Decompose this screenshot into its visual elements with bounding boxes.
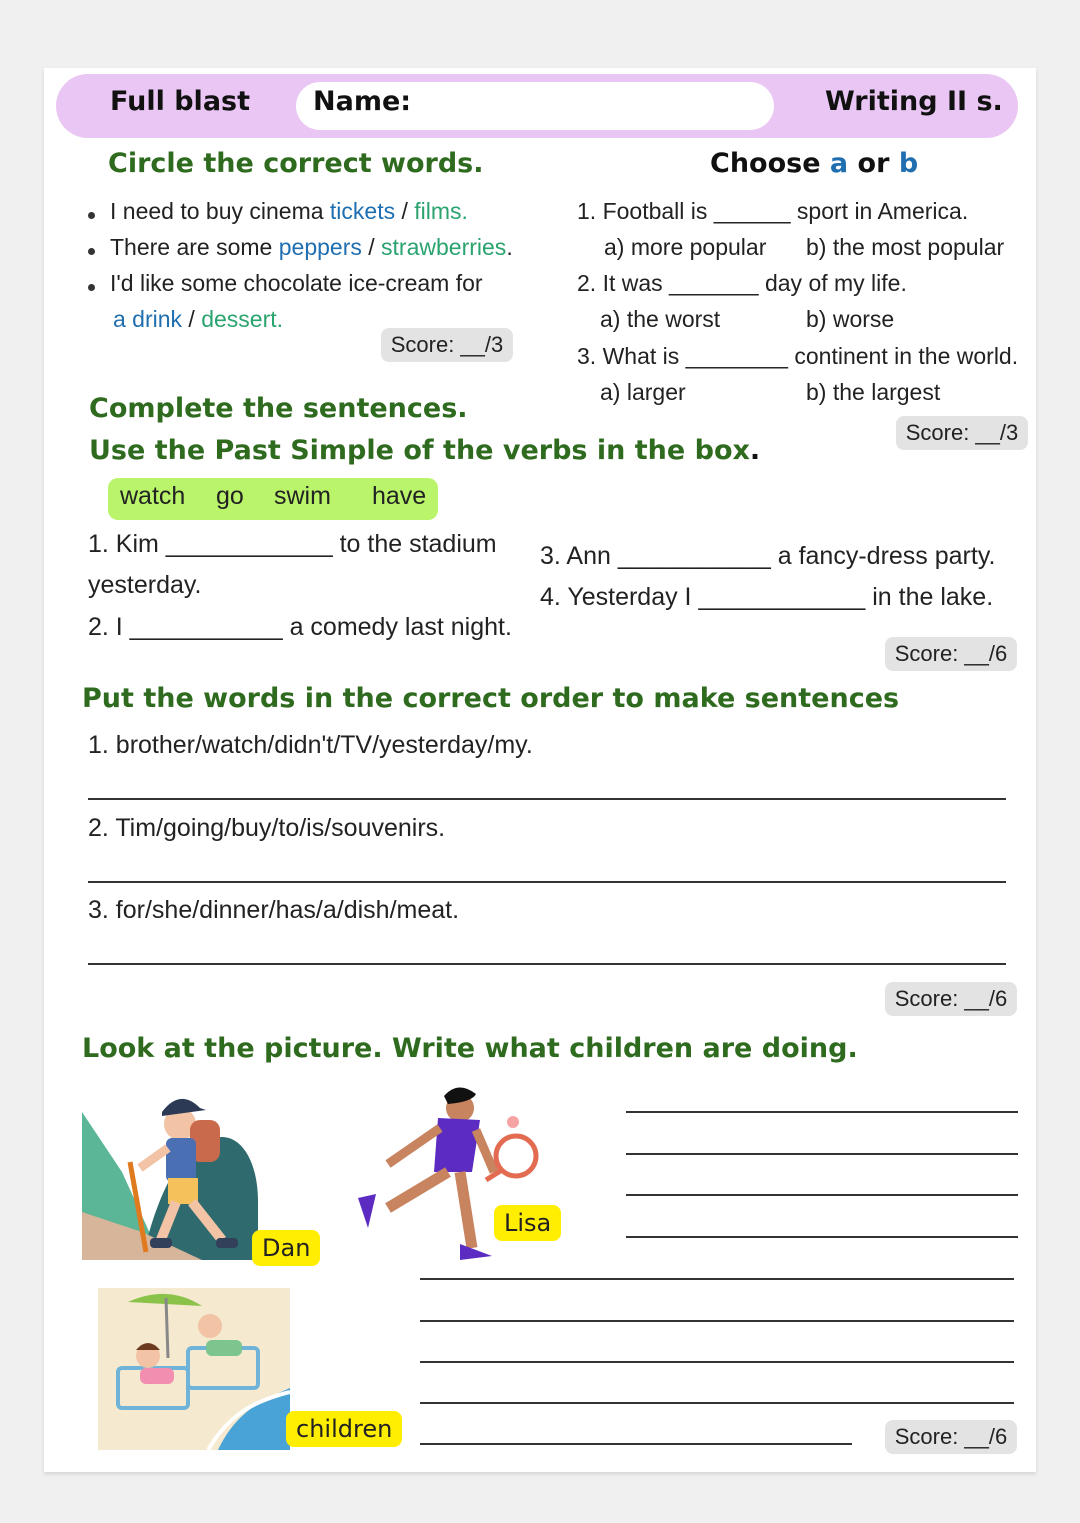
verb-go: go: [216, 482, 244, 510]
choose-q2: 2. It was _______ day of my life.: [577, 270, 907, 296]
hiker-illustration: [82, 1082, 262, 1262]
score-complete: Score: __/6: [885, 637, 1017, 671]
complete-title-2: Use the Past Simple of the verbs in the box.: [89, 435, 761, 466]
circle-item-1: I need to buy cinema tickets / films.: [110, 198, 468, 224]
header-left: Full blast: [110, 86, 251, 117]
header-right: Writing II s.: [825, 86, 1003, 117]
complete-title-1: Complete the sentences.: [89, 393, 468, 424]
choose-q3a: a) larger: [600, 379, 686, 405]
complete-s4: 4. Yesterday I ____________ in the lake.: [540, 583, 994, 611]
choose-q3b: b) the largest: [806, 379, 941, 405]
answer-line[interactable]: [420, 1443, 852, 1445]
answer-line[interactable]: [420, 1278, 1014, 1280]
circle-item-3-cont: a drink / dessert.: [113, 306, 284, 332]
choose-q2a: a) the worst: [600, 306, 721, 332]
beach-illustration: [98, 1288, 290, 1450]
order-item-3: 3. for/she/dinner/has/a/dish/meat.: [88, 896, 460, 924]
verb-swim: swim: [274, 482, 331, 510]
circle-item-2: There are some peppers / strawberries.: [110, 234, 513, 260]
bullet: [88, 284, 95, 291]
order-title: Put the words in the correct order to make sentences: [82, 683, 900, 714]
answer-line[interactable]: [626, 1111, 1018, 1113]
score-order: Score: __/6: [885, 982, 1017, 1016]
picture-title: Look at the picture. Write what children are doing.: [82, 1033, 858, 1064]
answer-line[interactable]: [88, 881, 1006, 883]
complete-s3: 3. Ann ___________ a fancy-dress party.: [540, 542, 996, 570]
order-item-2: 2. Tim/going/buy/to/is/souvenirs.: [88, 814, 446, 842]
verb-watch: watch: [120, 482, 186, 510]
label-lisa: Lisa: [494, 1205, 561, 1241]
choose-title: Choose a or b: [710, 148, 919, 179]
label-dan: Dan: [252, 1230, 320, 1266]
answer-line[interactable]: [626, 1236, 1018, 1238]
answer-line[interactable]: [88, 798, 1006, 800]
answer-line[interactable]: [420, 1320, 1014, 1322]
answer-line[interactable]: [88, 963, 1006, 965]
choose-q1a: a) more popular: [604, 234, 767, 260]
bullet: [88, 248, 95, 255]
answer-line[interactable]: [626, 1153, 1018, 1155]
answer-line[interactable]: [626, 1194, 1018, 1196]
name-label: Name:: [313, 86, 412, 117]
choose-q3: 3. What is ________ continent in the world.: [577, 343, 1019, 369]
complete-s1: 1. Kim ____________ to the stadium: [88, 530, 497, 558]
score-picture: Score: __/6: [885, 1420, 1017, 1454]
circle-item-3: I'd like some chocolate ice-cream for: [110, 270, 483, 296]
complete-s1b: yesterday.: [88, 571, 202, 599]
choose-q1b: b) the most popular: [806, 234, 1005, 260]
score-circle: Score: __/3: [381, 328, 513, 362]
circle-title: Circle the correct words.: [108, 148, 484, 179]
order-item-1: 1. brother/watch/didn't/TV/yesterday/my.: [88, 731, 533, 759]
choose-q2b: b) worse: [806, 306, 895, 332]
score-choose: Score: __/3: [896, 416, 1028, 450]
complete-s2: 2. I ___________ a comedy last night.: [88, 613, 512, 641]
label-children: children: [286, 1411, 402, 1447]
choose-q1: 1. Football is ______ sport in America.: [577, 198, 969, 224]
verb-have: have: [372, 482, 427, 510]
answer-line[interactable]: [420, 1361, 1014, 1363]
answer-line[interactable]: [420, 1402, 1014, 1404]
bullet: [88, 212, 95, 219]
